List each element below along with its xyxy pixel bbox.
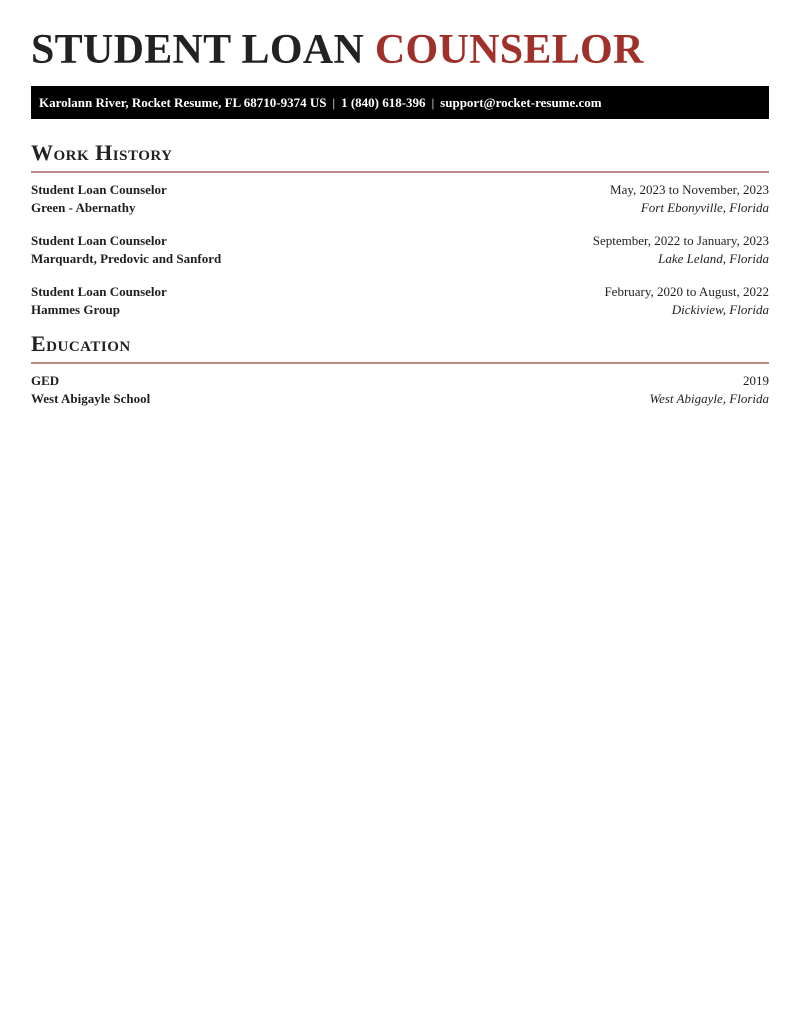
job-title: Student Loan Counselor [31,284,167,299]
company-name: Marquardt, Predovic and Sanford [31,251,222,266]
work-history-heading: Work History [31,140,173,165]
education-entry [31,372,769,408]
job-dates: May, 2023 to November, 2023 [610,182,769,197]
work-entry [31,181,769,217]
title-main: STUDENT LOAN [31,27,375,73]
company-name: Hammes Group [31,302,120,317]
contact-email[interactable]: support@rocket-resume.com [440,95,602,110]
company-name: Green - Abernathy [31,200,136,215]
contact-phone: 1 (840) 618-396 [341,95,426,110]
work-entry [31,232,769,268]
title-accent: COUNSELOR [374,27,644,73]
job-title: Student Loan Counselor [31,182,167,197]
page-title [31,28,644,72]
graduation-year: 2019 [743,373,769,388]
contact-bar [31,86,769,119]
job-location: Dickiview, Florida [671,302,769,317]
degree: GED [31,373,60,388]
job-title: Student Loan Counselor [31,233,167,248]
school-name: West Abigayle School [31,391,151,406]
job-dates: September, 2022 to January, 2023 [592,233,769,248]
contact-address: Karolann River, Rocket Resume, FL 68710-9374 US [39,95,327,110]
school-location: West Abigayle, Florida [649,391,769,406]
education-heading: Education [31,331,131,356]
section-divider [31,171,769,173]
job-location: Fort Ebonyville, Florida [640,200,769,215]
section-divider [31,362,769,364]
separator: | [431,95,435,110]
job-location: Lake Leland, Florida [658,251,769,266]
work-entry [31,283,769,319]
job-dates: February, 2020 to August, 2022 [604,284,769,299]
separator: | [332,95,336,110]
